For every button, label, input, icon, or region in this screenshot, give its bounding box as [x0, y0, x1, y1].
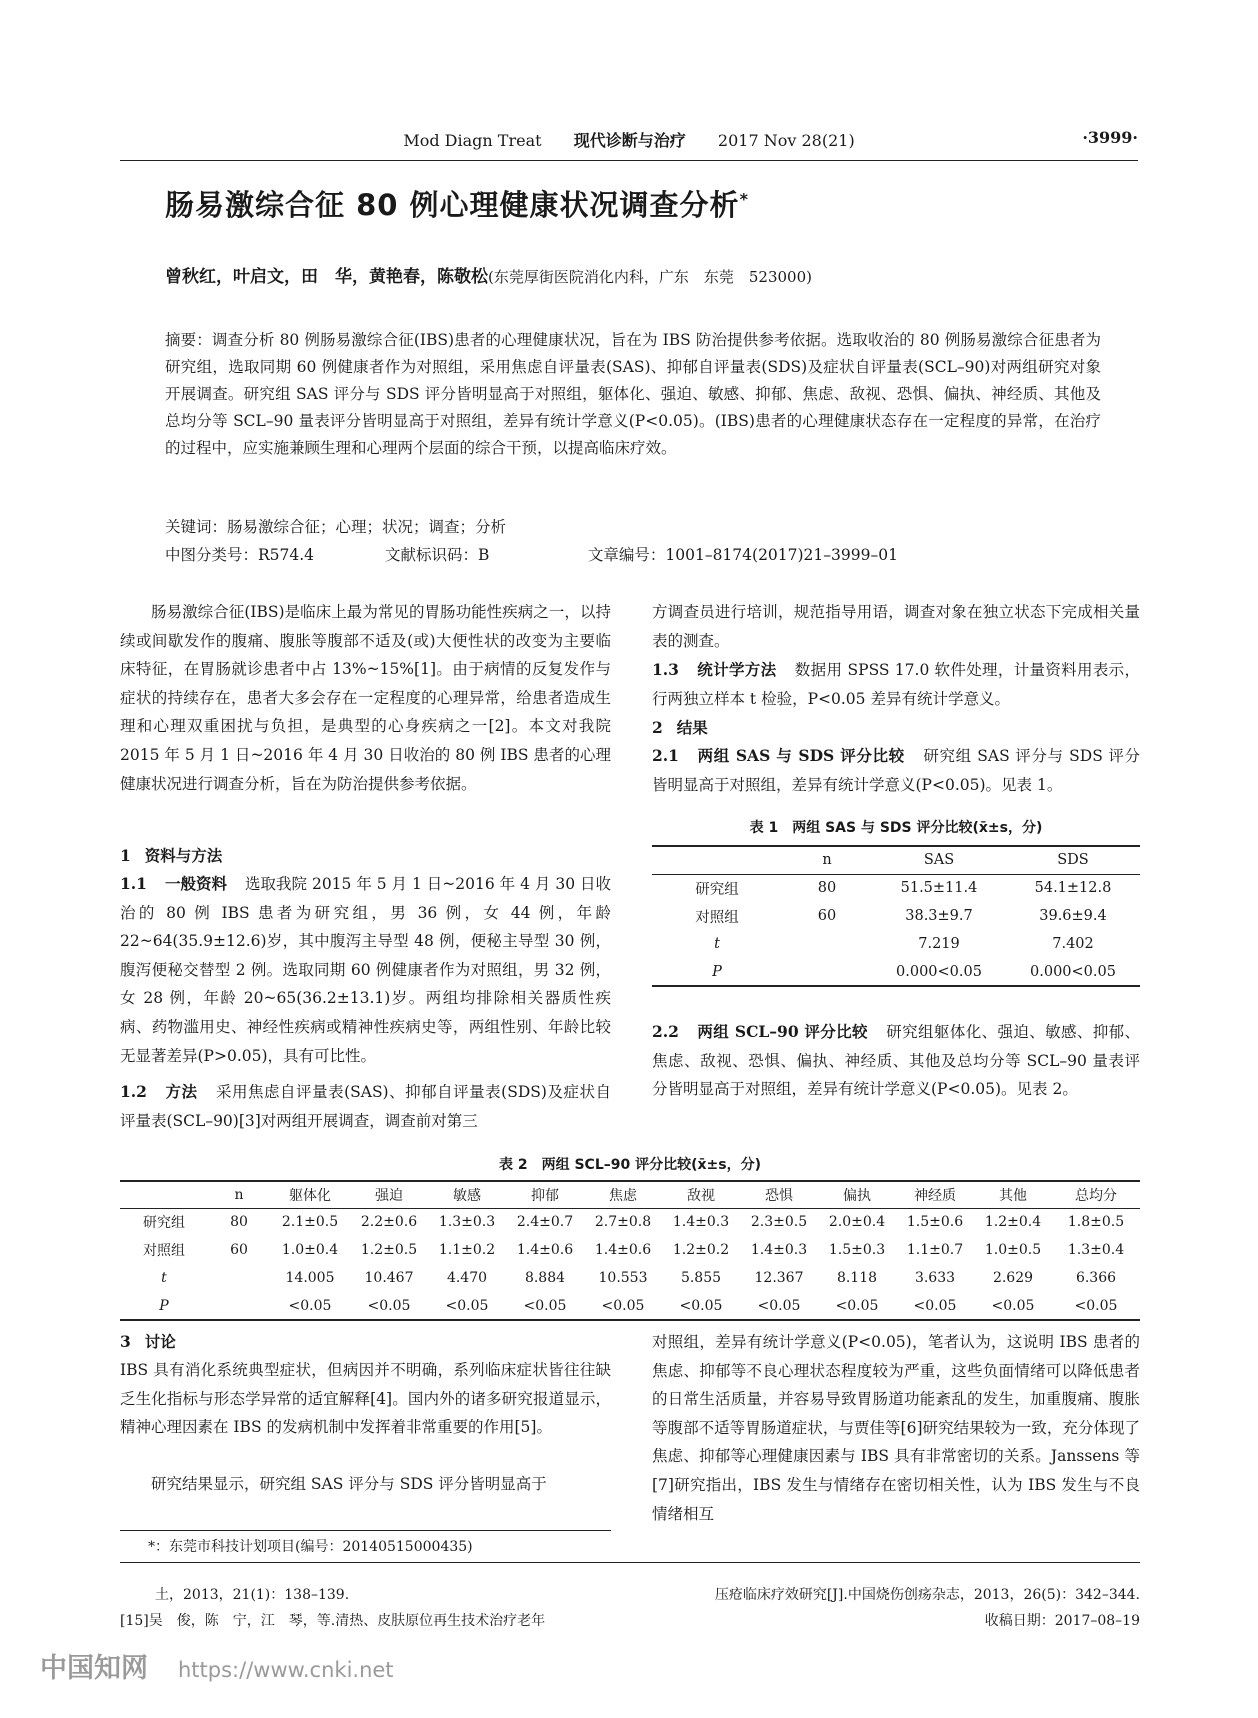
table-cell: 80 — [817, 880, 837, 897]
table-cell: 1.2±0.2 — [672, 1242, 730, 1258]
article-number: 文章编号：1001–8174(2017)21–3999–01 — [587, 546, 898, 564]
section-1-1 — [120, 870, 611, 1070]
table-cell: 12.367 — [754, 1270, 804, 1286]
table-cell: P — [159, 1297, 169, 1314]
discussion-continued: 对照组，差异有统计学意义(P<0.05)，笔者认为，这说明 IBS 患者的焦虑、抑郁等不良心理状态程度较为严重，这些负面情绪可以降低患者的日常生活质量，并容易导致胃肠道功能紊乱的发生，加重腹痛、腹胀等腹部不适等胃肠道症状，与贾佳等[6]研究结果较为一致，充分体现了焦虑、抑郁等心理健康因素与 IBS 具有非常密切的关系。Janssens 等[7]研究指出，IBS 发生与情绪存在密切相关性，认为 IBS 发生与不良情绪相互 — [652, 1333, 1140, 1523]
table-cell: <0.05 — [757, 1297, 801, 1314]
table-cell: 7.219 — [918, 936, 960, 952]
table-cell: 3.633 — [914, 1270, 956, 1286]
table-cell: 2.7±0.8 — [594, 1214, 652, 1231]
table-cell: 39.6±9.4 — [1039, 908, 1107, 924]
table-cell: 1.4±0.6 — [516, 1242, 574, 1258]
subsection-text: 选取我院 2015 年 5 月 1 日~2016 年 4 月 30 日收治的 80 例 IBS 患者为研究组，男 36 例，女 44 例，年龄 22~64(35.9±12.6)岁，其中腹泻主导型 48 例，便秘主导型 30 例，腹泻便秘交替型 2 例。选取同期 60 例健康者作为对照组，男 32 例，女 28 例，年龄 20~65(36.2±13.1)岁。两组均排除相关器质性疾病、药物滥用史、神经性疾病或精神性疾病史等，两组性别、年龄比较无显著差异(P>0.05)，具有可比性。 — [120, 875, 611, 1065]
title-text: 肠易激综合征 80 例心理健康状况调查分析 — [165, 188, 740, 222]
table-1-caption: 表 1 两组 SAS 与 SDS 评分比较(x̄±s，分) — [749, 820, 1043, 836]
discussion-paragraph-1: IBS 具有消化系统典型症状，但病因并不明确，系列临床症状皆往往缺乏生化指标与形态学异常的适宜解释[4]。国内外的诸多研究报道显示，精神心理因素在 IBS 的发病机制中发挥着非常重要的作用[5]。 — [120, 1361, 611, 1437]
table-row — [652, 902, 1140, 930]
table-row — [652, 874, 1140, 902]
table-header-row — [120, 1181, 1140, 1208]
table-cell: <0.05 — [523, 1297, 567, 1314]
affiliation: (东莞厚街医院消化内科，广东 东莞 523000) — [488, 268, 812, 286]
reference-rule — [120, 1562, 1140, 1563]
table-header-row — [652, 846, 1140, 874]
table-cell: 5.855 — [680, 1270, 722, 1286]
table-cell: <0.05 — [1074, 1297, 1118, 1314]
table-cell: <0.05 — [835, 1297, 879, 1314]
table-cell: 2.2±0.6 — [360, 1214, 418, 1231]
table-cell: 10.553 — [598, 1270, 648, 1286]
table-cell: 54.1±12.8 — [1034, 880, 1112, 897]
table-header-cell — [120, 1181, 208, 1208]
received-date: 收稿日期：2017–08–19 — [984, 1613, 1140, 1629]
table-cell: <0.05 — [679, 1297, 723, 1314]
authors: 曾秋红，叶启文，田 华，黄艳春，陈敬松 — [165, 267, 488, 287]
intro-text: 肠易激综合征(IBS)是临床上最为常见的胃肠功能性疾病之一，以持续或间歇发作的腹痛、腹胀等腹部不适及(或)大便性状的改变为主要临床特征，在胃肠就诊患者中占 13%~15%[1]。由于病情的反复发作与症状的持续存在，患者大多会存在一定程度的心理异常，给患者造成生理和心理双重困扰与负担，是典型的心身疾病之一[2]。本文对我院 2015 年 5 月 1 日~2016 年 4 月 30 日收治的 80 例 IBS 患者的心理健康状况进行调查分析，旨在为防治提供参考依据。 — [120, 603, 611, 793]
subsection-text: 数据用 SPSS 17.0 软件处理，计量资料用表示，行两独立样本 t 检验，P<0.05 差异有统计学意义。 — [652, 661, 1140, 708]
table-cell: 1.5±0.6 — [906, 1214, 964, 1231]
section-number: 1 — [120, 846, 131, 865]
subsection-number: 1.2 — [120, 1082, 147, 1101]
table-header-cell: 敌视 — [687, 1187, 715, 1204]
title-mark: * — [739, 189, 749, 209]
table-cell: 2.629 — [992, 1270, 1034, 1286]
intro-paragraph — [120, 598, 611, 798]
table-header-cell: 总均分 — [1075, 1187, 1117, 1204]
table-cell: 1.3±0.4 — [1067, 1242, 1125, 1258]
table-cell: 对照组 — [143, 1243, 185, 1259]
section-1-heading — [120, 842, 611, 871]
table-header-cell: 强迫 — [375, 1187, 403, 1204]
table-cell: <0.05 — [367, 1297, 411, 1314]
subsection-number: 2.2 — [652, 1022, 679, 1041]
table-header-cell: 焦虑 — [609, 1187, 637, 1204]
classification-row — [165, 542, 1101, 569]
table-cell: 10.467 — [364, 1270, 414, 1286]
journal-info — [0, 128, 1258, 151]
journal-en: Mod Diagn Treat — [403, 131, 542, 150]
table-cell: 8.118 — [836, 1270, 878, 1286]
table-cell: <0.05 — [445, 1297, 489, 1314]
table-cell: 4.470 — [446, 1270, 488, 1286]
subsection-text: 采用焦虑自评量表(SAS)、抑郁自评量表(SDS)及症状自评量表(SCL–90)[3]对两组开展调查，调查前对第三 — [120, 1083, 611, 1130]
table-cell: 对照组 — [695, 909, 739, 926]
section-1-2 — [120, 1078, 611, 1135]
section-2-1 — [652, 742, 1140, 799]
page-number: ·3999· — [1082, 128, 1138, 147]
table-cell: 1.1±0.7 — [906, 1242, 964, 1258]
table-row — [120, 1236, 1140, 1264]
table-cell: 14.005 — [285, 1270, 335, 1286]
reference-line: 土，2013，21(1)：138–139. — [155, 1587, 350, 1603]
table-header-cell: 其他 — [999, 1187, 1027, 1204]
table-header-cell: 恐惧 — [765, 1187, 793, 1204]
section-title: 结果 — [676, 718, 708, 737]
table-cell: <0.05 — [913, 1297, 957, 1314]
subsection-text: 研究组 SAS 评分与 SDS 评分皆明显高于对照组，差异有统计学意义(P<0.05)。见表 1。 — [652, 747, 1140, 794]
table-cell: 38.3±9.7 — [905, 908, 973, 924]
subsection-number: 2.1 — [652, 746, 679, 765]
table-cell: 1.2±0.4 — [984, 1214, 1042, 1231]
discussion-text: 研究结果显示，研究组 SAS 评分与 SDS 评分皆明显高于 — [151, 1475, 547, 1493]
table-cell — [782, 930, 872, 958]
table-header-cell: 敏感 — [453, 1187, 481, 1204]
header-rule — [120, 160, 1138, 161]
abstract: 摘要：调查分析 80 例肠易激综合征(IBS)患者的心理健康状况，旨在为 IBS 防治提供参考依据。选取收治的 80 例肠易激综合征患者为研究组，选取同期 60 例健康者作为对照组，采用焦虑自评量表(SAS)、抑郁自评量表(SDS)及症状自评量表(SCL–90)对两组研究对象开展调查。研究组 SAS 评分与 SDS 评分皆明显高于对照组，躯体化、强迫、敏感、抑郁、焦虑、敌视、恐惧、偏执、神经质、其他及总均分等 SCL–90 量表评分皆明显高于对照组，差异有统计学意义(P<0.05)。(IBS)患者的心理健康状态存在一定程度的异常，在治疗的过程中，应实施兼顾生理和心理两个层面的综合干预，以提高临床疗效。 — [165, 331, 1101, 457]
footnote-rule — [120, 1530, 611, 1531]
table-2-caption: 表 2 两组 SCL–90 评分比较(x̄±s，分) — [498, 1157, 761, 1173]
table-cell: 8.884 — [524, 1270, 566, 1286]
subsection-title: 一般资料 — [164, 874, 227, 893]
section-title: 资料与方法 — [144, 846, 223, 865]
table-cell: 1.4±0.6 — [594, 1242, 652, 1258]
author-line — [165, 262, 812, 287]
watermark-url: https://www.cnki.net — [178, 1658, 394, 1682]
section-3-heading — [120, 1328, 611, 1357]
section-2-heading — [652, 714, 1140, 743]
table-row — [120, 1208, 1140, 1236]
table-row — [652, 930, 1140, 958]
subsection-number: 1.3 — [652, 660, 679, 679]
table-cell: <0.05 — [601, 1297, 645, 1314]
methods-continued: 方调查员进行培训，规范指导用语，调查对象在独立状态下完成相关量表的测查。 — [652, 603, 1140, 650]
watermark-logo: 中国知网 — [40, 1653, 148, 1684]
table-cell: 1.1±0.2 — [438, 1242, 496, 1258]
table-1 — [652, 845, 1140, 987]
table-cell: <0.05 — [991, 1297, 1035, 1314]
section-1-3 — [652, 656, 1140, 713]
table-cell: 1.2±0.5 — [360, 1242, 418, 1258]
table-cell: 6.366 — [1075, 1270, 1117, 1286]
table-header-cell: 偏执 — [843, 1187, 871, 1204]
table-header-cell: SAS — [923, 852, 955, 869]
subsection-title: 方法 — [164, 1082, 198, 1101]
section-2-2 — [652, 1018, 1140, 1104]
reference-line: 压疮临床疗效研究[J].中国烧伤创疡杂志，2013，26(5)：342–344. — [714, 1587, 1140, 1603]
table-header-cell: SDS — [1057, 852, 1089, 869]
table-header-cell: n — [822, 852, 832, 869]
issue-info: 2017 Nov 28(21) — [717, 131, 855, 150]
table-cell — [208, 1292, 270, 1320]
article-title — [165, 183, 749, 224]
table-cell: 0.000<0.05 — [1030, 963, 1116, 980]
table-header-cell: n — [234, 1186, 244, 1203]
table-cell: 2.0±0.4 — [828, 1214, 886, 1231]
footnote: *：东莞市科技计划项目(编号：20140515000435) — [148, 1539, 473, 1555]
table-cell: 1.8±0.5 — [1067, 1214, 1125, 1231]
section-number: 2 — [652, 718, 663, 737]
table-cell: 2.3±0.5 — [750, 1214, 808, 1231]
keywords: 关键词：肠易激综合征；心理；状况；调查；分析 — [165, 518, 507, 536]
table-cell: 2.1±0.5 — [281, 1214, 339, 1231]
table-cell: 1.3±0.3 — [438, 1214, 496, 1231]
table-cell: 60 — [817, 908, 837, 924]
cnki-watermark — [40, 1646, 394, 1685]
table-cell: t — [161, 1270, 167, 1286]
subsection-text: 研究组躯体化、强迫、敏感、抑郁、焦虑、敌视、恐惧、偏执、神经质、其他及总均分等 SCL–90 量表评分皆明显高于对照组，差异有统计学意义(P<0.05)。见表 2。 — [652, 1023, 1140, 1099]
table-row — [120, 1292, 1140, 1320]
reference-line: [15]吴 俊，陈 宁，江 琴，等.清热、皮肤原位再生技术治疗老年 — [120, 1613, 546, 1629]
table-2 — [120, 1180, 1140, 1321]
subsection-title: 两组 SCL–90 评分比较 — [696, 1022, 868, 1041]
table-cell: 研究组 — [695, 881, 739, 898]
table-cell: t — [714, 936, 720, 952]
table-cell: 51.5±11.4 — [900, 880, 978, 897]
table-cell: 0.000<0.05 — [896, 963, 982, 980]
table-cell: 2.4±0.7 — [516, 1214, 574, 1231]
table-row — [120, 1264, 1140, 1292]
table-cell: 60 — [230, 1242, 248, 1258]
table-header-cell — [652, 846, 782, 874]
table-header-cell: 神经质 — [914, 1187, 956, 1204]
table-header-cell: 抑郁 — [531, 1187, 559, 1204]
table-cell — [782, 958, 872, 986]
table-cell: 1.4±0.3 — [750, 1242, 808, 1258]
clc-number: 中图分类号：R574.4 — [165, 546, 315, 564]
section-title: 讨论 — [144, 1332, 176, 1351]
table-cell: 1.0±0.4 — [281, 1242, 339, 1258]
subsection-title: 两组 SAS 与 SDS 评分比较 — [696, 746, 905, 765]
table-cell: 1.4±0.3 — [672, 1214, 730, 1231]
table-row — [652, 958, 1140, 986]
table-cell: 7.402 — [1052, 936, 1094, 952]
table-cell: 80 — [230, 1214, 248, 1231]
table-cell: P — [712, 963, 722, 980]
table-cell: 1.0±0.5 — [984, 1242, 1042, 1258]
section-number: 3 — [120, 1332, 131, 1351]
table-cell: 研究组 — [143, 1215, 185, 1232]
discussion-paragraph-2 — [120, 1470, 611, 1499]
table-header-cell: 躯体化 — [289, 1187, 331, 1204]
subsection-title: 统计学方法 — [696, 660, 777, 679]
table-cell — [208, 1264, 270, 1292]
table-cell: 1.5±0.3 — [828, 1242, 886, 1258]
document-code: 文献标识码：B — [384, 546, 490, 564]
subsection-number: 1.1 — [120, 874, 147, 893]
journal-cn: 现代诊断与治疗 — [573, 131, 686, 150]
running-header — [0, 128, 1258, 154]
table-cell: <0.05 — [288, 1297, 332, 1314]
